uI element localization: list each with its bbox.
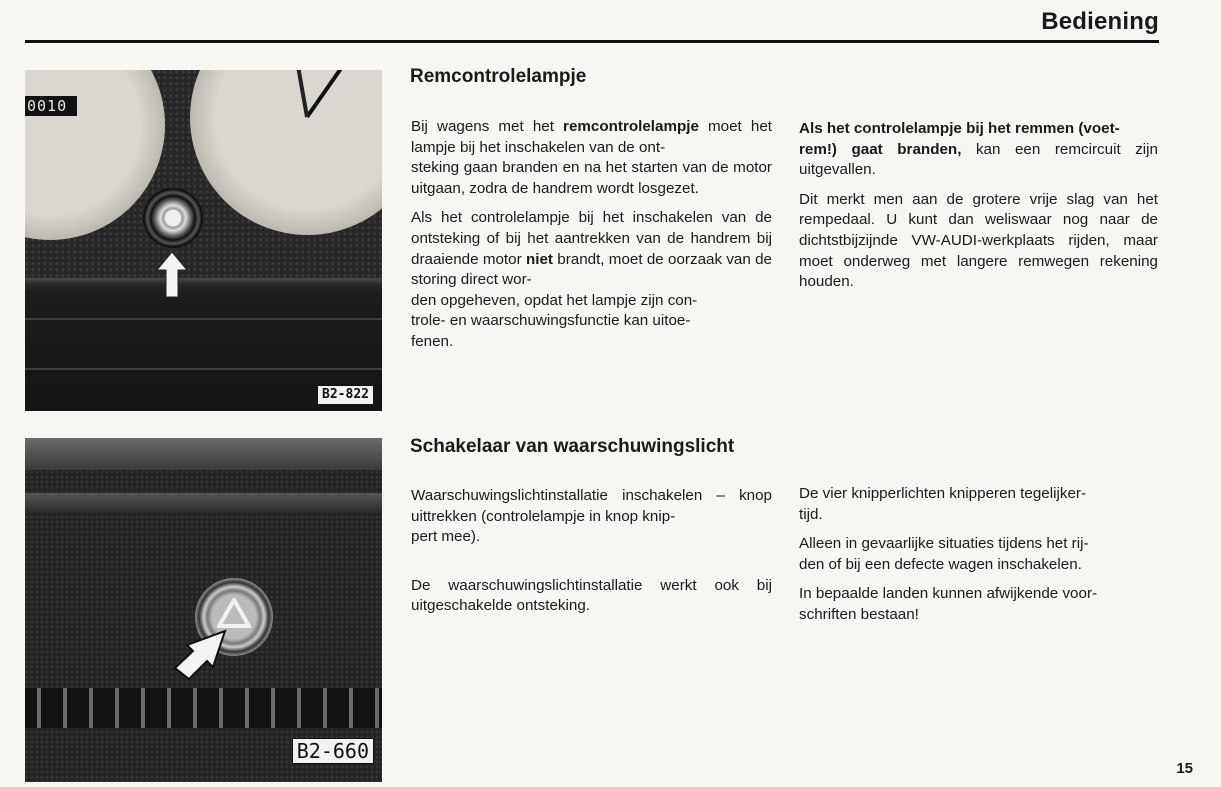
paragraph: Dit merkt men aan de grotere vrije slag van het rempedaal. U kunt dan weliswaar nog naar de dichtstbijzijnde VW-AUDI-werkplaats rijden, maar moet onderweg met langere remwegen rekening houden.	[799, 190, 1158, 291]
page-number: 15	[1176, 760, 1193, 777]
paragraph: In bepaalde landen kunnen afwijkende voor- schriften bestaan!	[799, 585, 1098, 623]
bold-text: Als het controlelampje bij het remmen (voet-	[799, 120, 1120, 137]
brake-lamp-text-left	[411, 117, 772, 362]
paragraph: Als het controlelampje bij het remmen (voet- rem!) gaat branden, kan een remcircuit zijn uitgevallen.	[799, 120, 1159, 179]
hazard-switch-text-left	[411, 486, 772, 626]
bold-text: rem!) gaat branden,	[799, 140, 962, 158]
clock-hand	[296, 70, 309, 117]
bold-text: niet	[525, 250, 553, 268]
section-title-brake-lamp: Remcontrolelampje	[410, 66, 587, 87]
brake-lamp-text-right	[799, 119, 1158, 302]
arrow-up-icon	[157, 252, 187, 297]
clock-hand	[305, 70, 348, 118]
hazard-switch-photo	[25, 438, 382, 782]
panel-ridge	[25, 493, 382, 513]
rail-line	[25, 368, 382, 370]
header-rule	[25, 40, 1159, 43]
section-title-hazard-switch: Schakelaar van waarschuwingslicht	[410, 436, 735, 457]
bold-text: remcontrolelampje	[563, 118, 699, 135]
pull-arrow-icon	[165, 623, 245, 683]
paragraph: De waarschuwingslichtinstallatie werkt ook bij uitgeschakelde ontsteking.	[411, 576, 772, 615]
odometer-digits: 0010	[25, 96, 77, 116]
panel-top-edge	[25, 438, 382, 470]
paragraph: Bij wagens met het remcontrolelampje moet het lampje bij het inschakelen van de ont- steking gaan branden en na het starten van de motor uitgaan, zodra de handrem wordt losgezet.	[411, 118, 772, 197]
page-header-title: Bediening	[1041, 8, 1159, 35]
paragraph: Waarschuwingslichtinstallatie inschakelen – knop uittrekken (controlelampje in knop knip- pert mee).	[411, 487, 772, 546]
photo-label: B2-660	[292, 738, 374, 764]
paragraph: Alleen in gevaarlijke situaties tijdens het rij- den of bij een defecte wagen inschakelen.	[799, 535, 1089, 573]
hazard-switch-text-right	[799, 484, 1158, 635]
brake-warning-lamp	[143, 188, 203, 248]
brake-lamp-photo	[25, 70, 382, 411]
photo-label: B2-822	[317, 385, 374, 405]
air-vents	[25, 688, 382, 728]
paragraph: Als het controlelampje bij het inschakelen van de ontsteking of bij het aantrekken van de handrem bij draaiende motor niet brandt, moet de oorzaak van de storing direct wor- den opgeheven, opdat het lampje zijn con- trole- en waarschuwingsfunctie kan uitoe- fenen.	[411, 209, 773, 350]
paragraph: De vier knipperlichten knipperen tegelijker- tijd.	[799, 485, 1087, 523]
rail-line	[25, 318, 382, 320]
